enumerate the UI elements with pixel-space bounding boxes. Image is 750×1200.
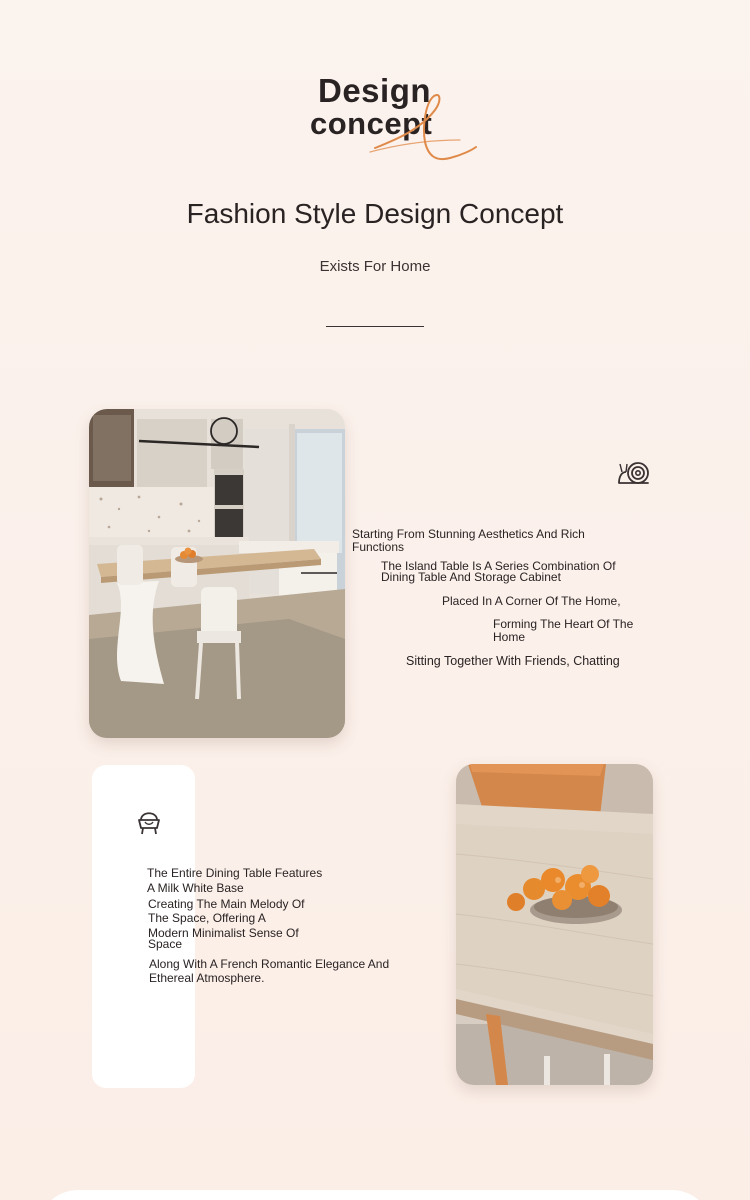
section1-line-1: Starting From Stunning Aesthetics And Rich — [352, 527, 585, 541]
section2-line-4: The Space, Offering A — [148, 911, 266, 925]
section1-line-5: Placed In A Corner Of The Home, — [442, 594, 621, 608]
page-subtitle: Exists For Home — [319, 258, 431, 275]
section2-line-3: Creating The Main Melody Of — [148, 897, 305, 911]
kitchen-island-photo — [89, 409, 345, 738]
section1-line-8: Sitting Together With Friends, Chatting — [406, 654, 620, 668]
section1-line-7: Home — [493, 630, 526, 644]
logo-swoosh — [300, 70, 490, 170]
section1-line-4: Dining Table And Storage Cabinet — [381, 570, 561, 584]
snail-icon — [616, 458, 652, 488]
table-oranges-photo — [456, 764, 653, 1085]
page-title: Fashion Style Design Concept — [186, 198, 564, 229]
section1-line-2: Functions — [352, 540, 405, 554]
section2-line-2: A Milk White Base — [147, 881, 244, 895]
divider — [326, 326, 424, 327]
section2-line-1: The Entire Dining Table Features — [147, 866, 323, 880]
bottom-card-edge — [38, 1190, 712, 1200]
logo-line-2: concept — [310, 106, 433, 141]
design-concept-logo — [300, 70, 490, 170]
section1-line-6: Forming The Heart Of The — [493, 617, 634, 631]
section2-line-6: Space — [148, 937, 183, 951]
chair-icon — [136, 806, 162, 836]
section2-line-5: Modern Minimalist Sense Of — [148, 926, 299, 940]
section2-line-7: Along With A French Romantic Elegance And — [149, 957, 390, 971]
section2-line-8: Ethereal Atmosphere. — [149, 971, 265, 985]
logo-line-1: Design — [318, 72, 432, 109]
section1-line-3: The Island Table Is A Series Combination Of — [381, 559, 616, 573]
